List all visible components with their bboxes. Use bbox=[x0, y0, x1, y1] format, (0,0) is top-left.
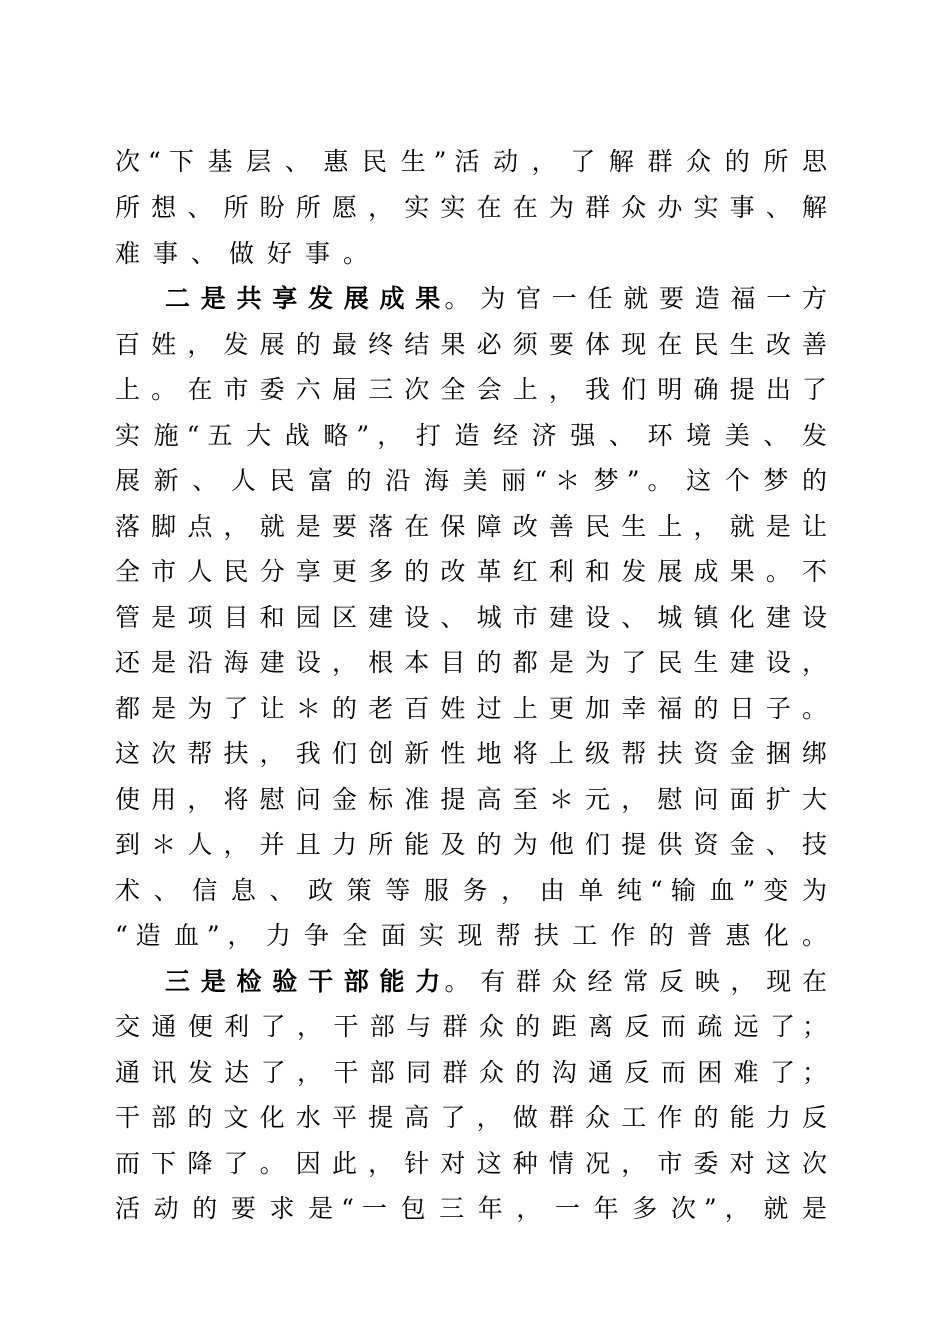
line-text: 通 讯 发 达 了 ， 干 部 同 群 众 的 沟 通 反 而 困 难 了 ； bbox=[115, 1058, 827, 1087]
paragraph-heading: 二 是 共 享 发 展 成 果 bbox=[165, 284, 445, 313]
paragraph-first-line bbox=[165, 962, 827, 1002]
line-text: 。 为 官 一 任 就 要 造 福 一 方 bbox=[444, 284, 828, 313]
body-text-line bbox=[115, 780, 827, 820]
body-text-line bbox=[115, 598, 827, 638]
line-text: 全 市 人 民 分 享 更 多 的 改 革 红 利 和 发 展 成 果 。 不 bbox=[115, 557, 827, 586]
line-text: 百 姓 ， 发 展 的 最 终 结 果 必 须 要 体 现 在 民 生 改 善 bbox=[115, 330, 827, 359]
body-text-line bbox=[115, 142, 827, 182]
body-text-line bbox=[115, 916, 827, 956]
body-text-line bbox=[115, 825, 827, 865]
body-text-line bbox=[115, 370, 827, 410]
body-text-line bbox=[115, 643, 827, 683]
line-text: 交 通 便 利 了 ， 干 部 与 群 众 的 距 离 反 而 疏 远 了 ； bbox=[115, 1012, 827, 1041]
body-text-line bbox=[115, 871, 827, 911]
body-text-line bbox=[115, 461, 827, 501]
line-text: 使 用 ， 将 慰 问 金 标 准 提 高 至 ＊ 元 ， 慰 问 面 扩 大 bbox=[115, 785, 827, 814]
line-text: 上 。 在 市 委 六 届 三 次 全 会 上 ， 我 们 明 确 提 出 了 bbox=[115, 375, 827, 404]
body-text-line bbox=[115, 188, 827, 228]
line-text: 而 下 降 了 。 因 此 ， 针 对 这 种 情 况 ， 市 委 对 这 次 bbox=[115, 1149, 827, 1178]
line-text: 管 是 项 目 和 园 区 建 设 、 城 市 建 设 、 城 镇 化 建 设 bbox=[115, 603, 827, 632]
body-text-line bbox=[115, 689, 827, 729]
line-text: 干 部 的 文 化 水 平 提 高 了 ， 做 群 众 工 作 的 能 力 反 bbox=[115, 1103, 827, 1132]
line-text: 难事、做好事。 bbox=[115, 239, 382, 268]
paragraph-heading: 三 是 检 验 干 部 能 力 bbox=[165, 967, 445, 996]
line-text: 术 、 信 息 、 政 策 等 服 务 ， 由 单 纯 “ 输 血 ” 变 为 bbox=[115, 876, 827, 905]
body-text-line bbox=[115, 1144, 827, 1184]
body-text-line bbox=[115, 234, 827, 274]
body-text-line bbox=[115, 325, 827, 365]
line-text: 到 ＊ 人 ， 并 且 力 所 能 及 的 为 他 们 提 供 资 金 、 技 bbox=[115, 830, 827, 859]
body-text-line bbox=[115, 507, 827, 547]
body-text-line bbox=[115, 1098, 827, 1138]
body-text-line bbox=[115, 552, 827, 592]
line-text: 活 动 的 要 求 是 “ 一 包 三 年 ， 一 年 多 次 ” ， 就 是 bbox=[115, 1194, 827, 1223]
line-text: 所 想 、 所 盼 所 愿 ， 实 实 在 在 为 群 众 办 实 事 、 解 bbox=[115, 193, 827, 222]
paragraph-first-line bbox=[165, 279, 827, 319]
body-text-line bbox=[115, 1189, 827, 1229]
line-text: 还 是 沿 海 建 设 ， 根 本 目 的 都 是 为 了 民 生 建 设 ， bbox=[115, 648, 827, 677]
line-text: 。 有 群 众 经 常 反 映 ， 现 在 bbox=[444, 967, 828, 996]
body-text-line bbox=[115, 1053, 827, 1093]
body-text-line bbox=[115, 416, 827, 456]
body-text-line bbox=[115, 1007, 827, 1047]
body-text-line bbox=[115, 734, 827, 774]
line-text: “ 造 血 ” ， 力 争 全 面 实 现 帮 扶 工 作 的 普 惠 化 。 bbox=[115, 921, 827, 950]
line-text: 落 脚 点 ， 就 是 要 落 在 保 障 改 善 民 生 上 ， 就 是 让 bbox=[115, 512, 827, 541]
line-text: 展 新 、 人 民 富 的 沿 海 美 丽 “ ＊ 梦 ” 。 这 个 梦 的 bbox=[115, 466, 827, 495]
line-text: 实 施 “ 五 大 战 略 ” ， 打 造 经 济 强 、 环 境 美 、 发 bbox=[115, 421, 827, 450]
line-text: 这 次 帮 扶 ， 我 们 创 新 性 地 将 上 级 帮 扶 资 金 捆 绑 bbox=[115, 739, 827, 768]
line-text: 次 “ 下 基 层 、 惠 民 生 ” 活 动 ， 了 解 群 众 的 所 思 bbox=[115, 147, 827, 176]
line-text: 都 是 为 了 让 ＊ 的 老 百 姓 过 上 更 加 幸 福 的 日 子 。 bbox=[115, 694, 827, 723]
